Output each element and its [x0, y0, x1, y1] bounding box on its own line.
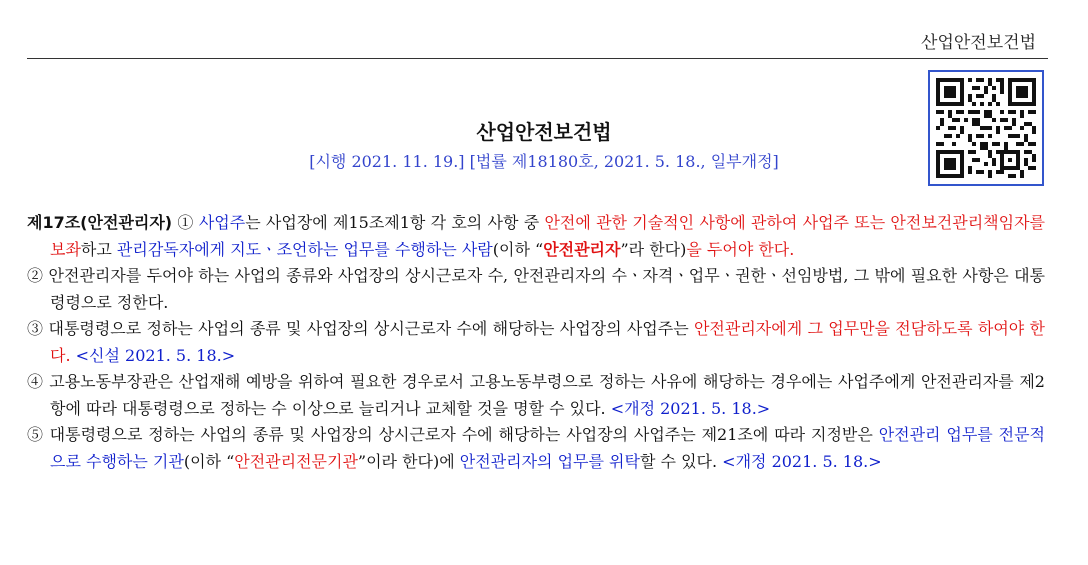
paragraph-2 — [27, 263, 1045, 316]
article-17 — [27, 210, 1045, 475]
p3-text-a: ③ 대통령령으로 정하는 사업의 종류 및 사업장의 상시근로자 수에 해당하는 사업장의 사업주는 — [27, 319, 694, 338]
p5-highlight-entrust: 안전관리자의 업무를 위탁 — [459, 451, 640, 471]
p5-term-specialist-agency: 안전관리전문기관 — [234, 451, 358, 471]
p3-highlight-dedicated: 안전관리자에게 그 업무만을 전담하도록 하여야 한다. — [50, 319, 1045, 365]
paragraph-4 — [27, 369, 1045, 422]
p1-text-f: (이하 “ — [492, 239, 544, 259]
p1-term-employer: 사업주 — [198, 213, 246, 232]
p4-amend-note[interactable]: <개정 2021. 5. 18.> — [605, 398, 771, 418]
p3-amend-note[interactable]: <신설 2021. 5. 18.> — [70, 345, 236, 365]
header-divider — [27, 58, 1048, 59]
p1-highlight-supervisor: 관리감독자에게 지도ㆍ조언하는 업무를 수행하는 사람 — [116, 239, 493, 259]
p1-term-safety-manager: 안전관리자 — [543, 239, 621, 259]
p4-text-a: ④ 고용노동부장관은 산업재해 예방을 위하여 필요한 경우로서 고용노동부령으로 정하는 사유에 해당하는 경우에는 사업주에게 안전관리자를 제2항에 따라 대통령령으로 정하는 수 이상으로 늘리거나 교체할 것을 명할 수 있다. — [27, 372, 1045, 418]
document-enforcement-info: [시행 2021. 11. 19.] [법률 제18180호, 2021. 5. 18., 일부개정] — [309, 152, 779, 171]
p2-text: ② 안전관리자를 두어야 하는 사업의 종류와 사업장의 상시근로자 수, 안전관리자의 수ㆍ자격ㆍ업무ㆍ권한ㆍ선임방법, 그 밖에 필요한 사항은 대통령령으로 정한다. — [27, 266, 1045, 312]
paragraph-1-number: ① — [172, 213, 199, 232]
p1-highlight-technical: 안전에 관한 기술적인 사항에 관하여 사업주 또는 안전보건관리책임자를 보좌 — [50, 213, 1045, 259]
article-heading[interactable]: 제17조(안전관리자) — [27, 213, 173, 232]
header-law-name: 산업안전보건법 — [921, 33, 1036, 53]
p1-text-h: ”라 한다) — [620, 239, 687, 259]
p5-amend-note[interactable]: <개정 2021. 5. 18.> — [717, 451, 882, 471]
document-title: 산업안전보건법 — [476, 120, 612, 144]
p1-text-i: 을 두어야 한다. — [686, 239, 795, 259]
p5-text-c: (이하 “ — [183, 451, 235, 471]
p5-text-e: ”이라 한다)에 — [357, 451, 460, 471]
paragraph-1 — [27, 210, 1045, 263]
p5-text-a: ⑤ 대통령령으로 정하는 사업의 종류 및 사업장의 상시근로자 수에 해당하는 사업장의 사업주는 제21조에 따라 지정받은 — [27, 425, 879, 444]
p1-text-b: 는 사업장에 제15조제1항 각 호의 사항 중 — [245, 213, 545, 232]
p5-highlight-agency: 안전관리 업무를 전문적으로 수행하는 기관 — [50, 425, 1045, 471]
p5-text-g: 할 수 있다. — [639, 451, 718, 471]
p1-text-d: 하고 — [80, 239, 117, 259]
paragraph-5 — [27, 422, 1045, 475]
paragraph-3 — [27, 316, 1045, 369]
